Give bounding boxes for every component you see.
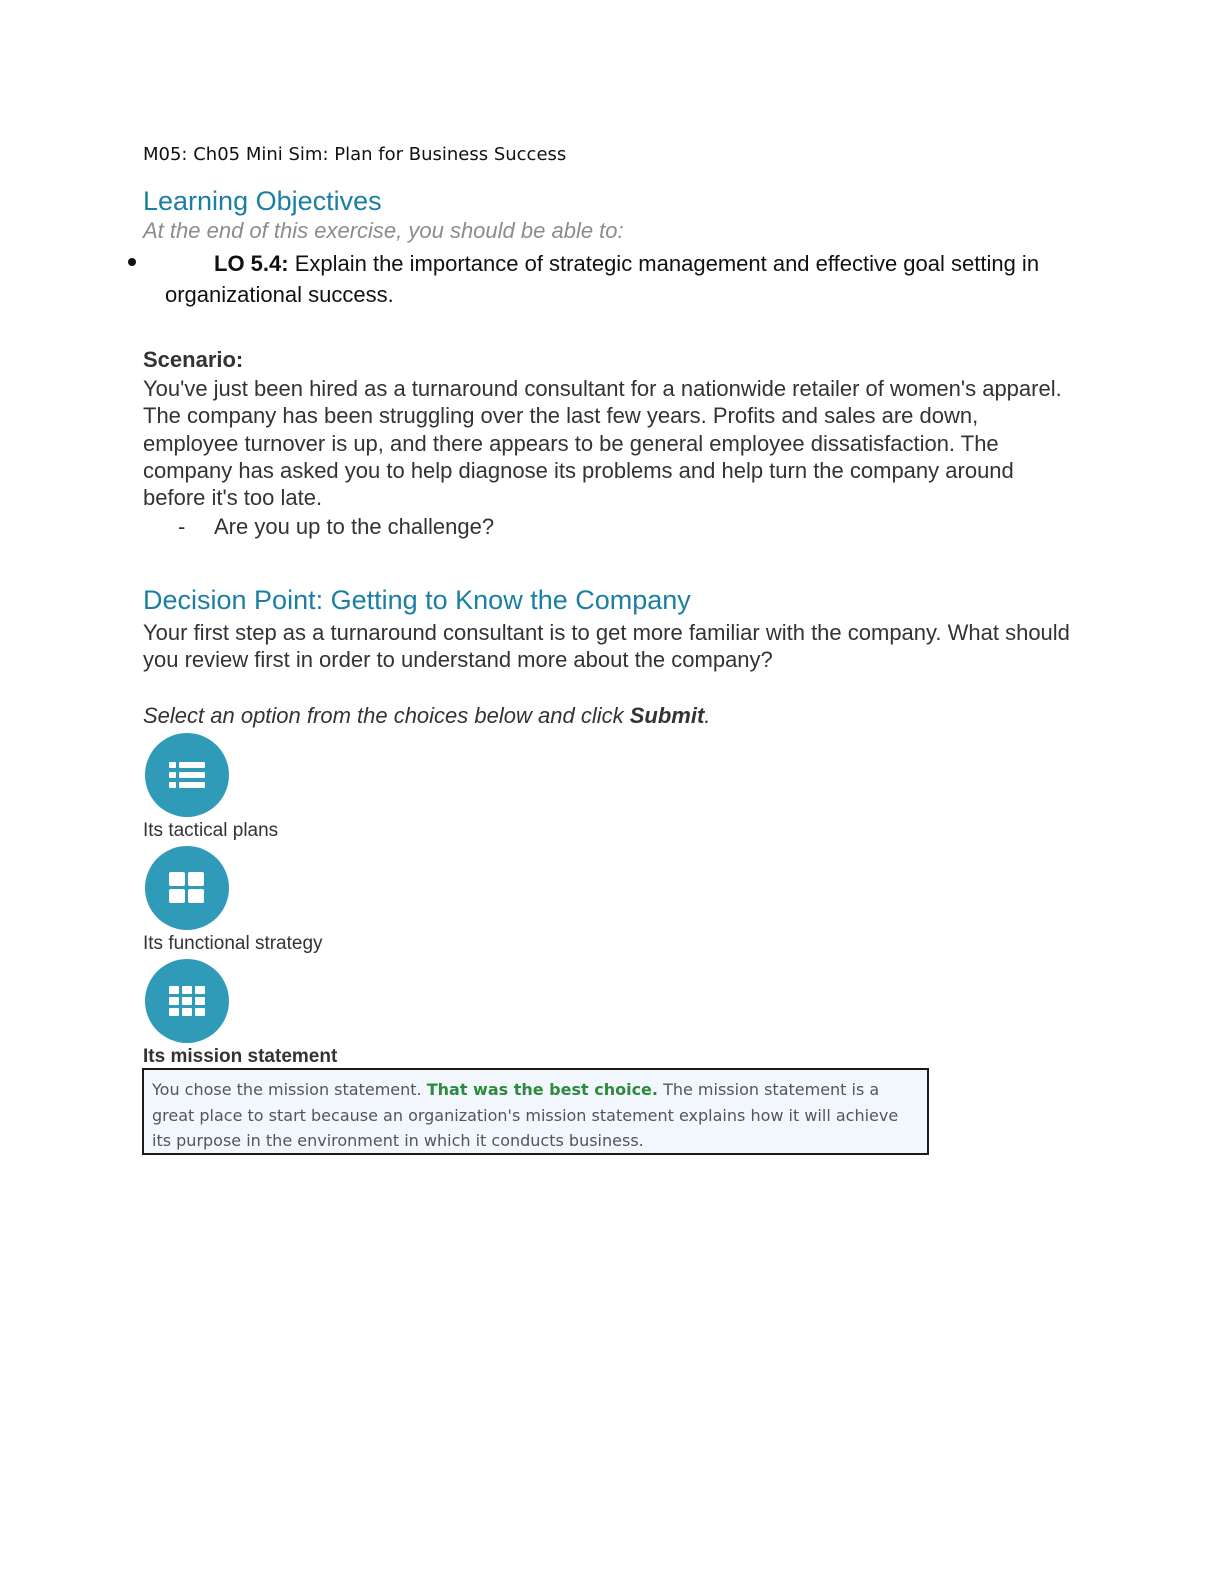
grid-2x2-icon <box>169 870 205 906</box>
choice-functional-strategy-label[interactable]: Its functional strategy <box>143 933 323 954</box>
instruction-text <box>143 703 710 729</box>
choice-functional-strategy-button[interactable] <box>145 846 229 930</box>
choice-tactical-plans-button[interactable] <box>145 733 229 817</box>
learning-objective-item <box>165 248 1045 310</box>
submit-keyword: Submit <box>629 703 705 728</box>
scenario-question: Are you up to the challenge? <box>214 514 495 539</box>
scenario-label: Scenario: <box>143 347 244 372</box>
bullet-icon <box>128 258 136 266</box>
instruction-prefix: Select an option from the choices below and click <box>143 703 630 728</box>
decision-point-body: Your first step as a turnaround consultant is to get more familiar with the company. What should you review first in order to understand more about the company? <box>143 620 1070 673</box>
objective-code: LO 5.4: <box>214 251 289 276</box>
feedback-highlight: That was the best choice. <box>426 1080 658 1099</box>
document-title: M05: Ch05 Mini Sim: Plan for Business Success <box>143 144 567 165</box>
grid-3x3-icon <box>169 983 205 1019</box>
decision-point-heading: Decision Point: Getting to Know the Company <box>143 585 691 615</box>
choice-mission-statement-label[interactable]: Its mission statement <box>143 1046 338 1067</box>
objective-text: Explain the importance of strategic management and effective goal setting in organizational success. <box>165 251 1040 307</box>
choice-tactical-plans-label[interactable]: Its tactical plans <box>143 820 279 841</box>
instruction-suffix: . <box>704 703 711 728</box>
feedback-prefix: You chose the mission statement. <box>152 1080 427 1099</box>
learning-objectives-heading: Learning Objectives <box>143 186 382 216</box>
feedback-explanation: The mission statement is a great place to start because an organization's mission statement explains how it will achieve its purpose in the environment in which it conducts business. <box>152 1080 899 1150</box>
scenario-body: You've just been hired as a turnaround consultant for a nationwide retailer of women's apparel. The company has been struggling over the last few years. Profits and sales are down, employee turnover is up, and there appears to be general employee dissatisfaction. The company has asked you to help diagnose its problems and help turn the company around before it's too late. <box>143 376 1062 511</box>
choice-mission-statement-button[interactable] <box>145 959 229 1043</box>
list-icon <box>169 757 205 793</box>
learning-objectives-intro: At the end of this exercise, you should be able to: <box>143 218 624 243</box>
dash-bullet: - <box>178 514 186 539</box>
feedback-box <box>142 1068 929 1155</box>
